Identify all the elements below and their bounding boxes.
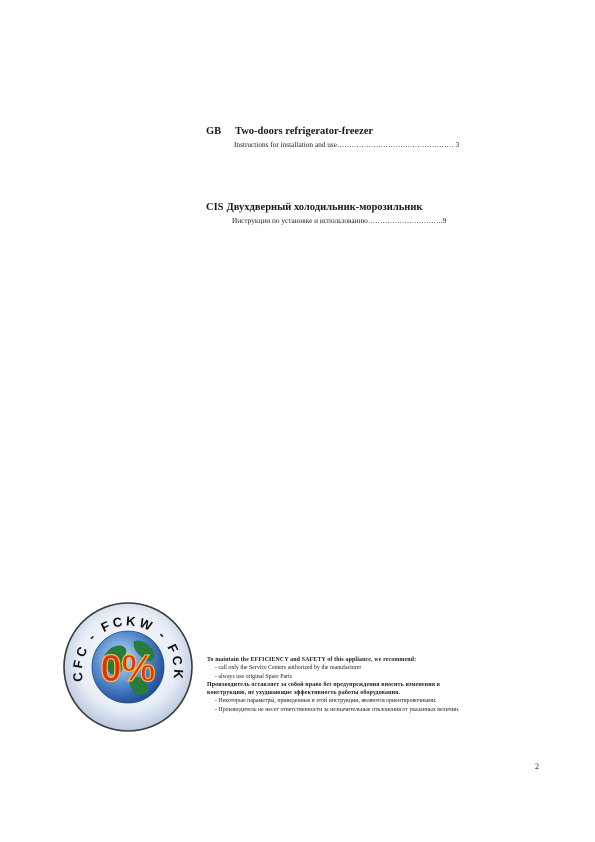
toc-entry-gb (206, 126, 459, 149)
toc-line-gb[interactable] (206, 140, 459, 149)
toc-page-number: 3 (455, 140, 460, 149)
toc-heading-cis (206, 202, 446, 213)
notes-item-ru: - Некоторые параметры, приведенные в этой инструкции, являются ориентировочными. (215, 698, 437, 705)
zero-percent-mark: 0% (100, 648, 156, 690)
toc-heading-gb (206, 126, 459, 137)
notes-item-en: - call only the Service Centers authorized by the manufacturer (215, 665, 362, 672)
toc-entry-text: Инструкции по установке и использованию (232, 216, 368, 225)
cfc-free-logo (62, 601, 194, 733)
toc-leader: ………………………………………… (336, 140, 454, 149)
notes-heading-ru: конструкцию, не ухудшающие эффективность работы оборудования. (207, 690, 401, 697)
toc-line-cis[interactable] (206, 216, 446, 225)
notes-item-en: - always use original Spare Parts (215, 673, 293, 680)
toc-leader: …………………………. (367, 216, 443, 225)
service-notes (207, 656, 547, 714)
language-code: CIS (206, 202, 224, 213)
logo-ring-text: CFC - FCKW - FCK (69, 613, 187, 683)
toc-entry-text: Instructions for installation and use (234, 140, 337, 149)
section-title: Двухдверный холодильник-морозильник (226, 202, 423, 213)
notes-heading-ru: Производитель оставляет за собой право без предупреждения вносить изменения в (207, 681, 441, 688)
toc-entry-cis (206, 202, 446, 225)
page-number: 2 (535, 762, 539, 771)
notes-item-ru: - Производитель не несет ответственности за незначительные отклонения от указанных величин. (215, 706, 460, 713)
language-code: GB (206, 126, 222, 137)
toc-page-number: 9 (442, 216, 447, 225)
notes-heading-en: To maintain the EFFICIENCY and SAFETY of this appliance, we recommend: (207, 657, 417, 663)
section-title: Two-doors refrigerator-freezer (235, 126, 374, 137)
